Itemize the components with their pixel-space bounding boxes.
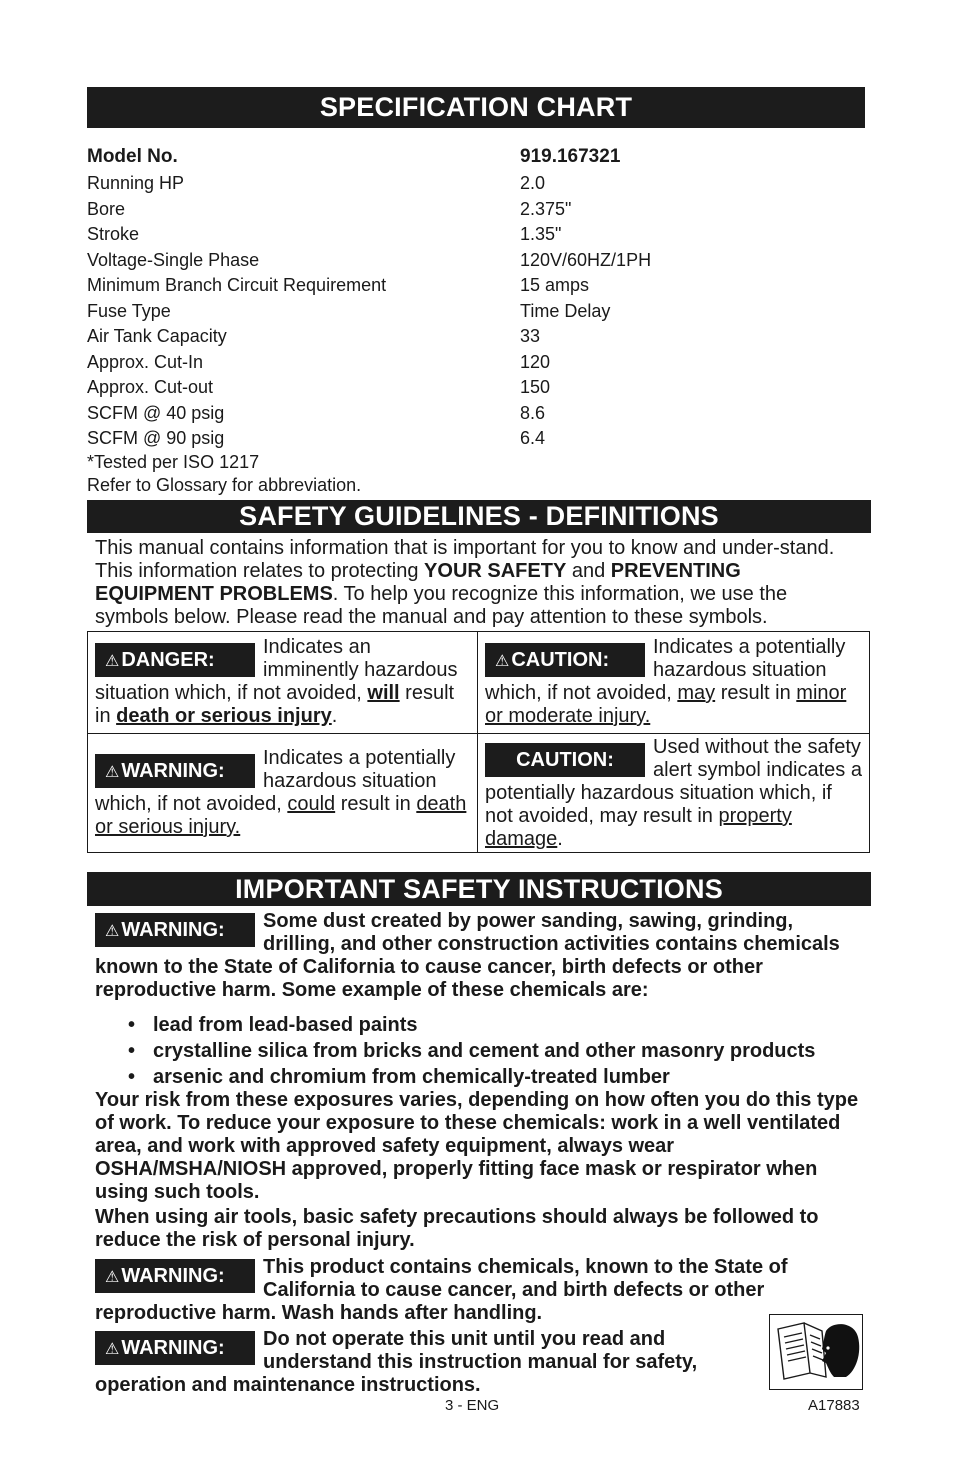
spec-label: Approx. Cut-In [87, 351, 204, 372]
exposure-paragraph: Your risk from these exposures varies, depending on how often you do this type of work. To reduce your exposure to these chemicals: work in a well ventilated area, and work with approved safety equipment, always wear OSHA/MSHA/NIOSH approved, properly fitting face mask or respirator when using such tools. [95, 1089, 859, 1203]
spec-value: 120V/60HZ/1PH [520, 249, 652, 270]
alert-triangle-icon: ⚠ [105, 923, 120, 940]
spec-value: 15 amps [520, 275, 590, 295]
spec-row [87, 375, 787, 401]
spec-row [87, 273, 787, 299]
spec-table [87, 143, 787, 452]
spec-row [87, 324, 787, 350]
air-tools-paragraph: When using air tools, basic safety precautions should always be followed to reduce the risk of personal injury. [95, 1206, 819, 1251]
danger-definition: ⚠ DANGER: Indicates an imminently hazardous situation which, if not avoided, will result in death or serious injury. [95, 636, 458, 727]
warning-signal: ⚠ WARNING: [95, 1259, 255, 1293]
spec-value: 6.4 [520, 428, 546, 448]
alert-triangle-icon: ⚠ [105, 1269, 120, 1286]
spec-label: Fuse Type [87, 300, 171, 321]
list-item: • crystalline silica from bricks and cement and other masonry products [128, 1040, 816, 1062]
spec-row [87, 299, 787, 325]
caution-plain-definition: CAUTION: Used without the safety alert symbol indicates a potentially hazardous situation which, if not avoided, may result in property damage. [485, 736, 862, 850]
prop65-dust-warning: ⚠ WARNING: Some dust created by power sanding, sawing, grinding, drilling, and other construction activities contains chemicals known to the State of California to cause cancer, birth defects or other reproductive harm. Some example of these chemicals are: [95, 910, 840, 1001]
spec-value: 33 [520, 326, 541, 346]
intro-text: This manual contains information that is important for you to know and under-stand. This information relates to protecting [95, 537, 835, 582]
alert-triangle-icon: ⚠ [495, 653, 510, 670]
spec-label: Air Tank Capacity [87, 326, 227, 346]
warning-signal: ⚠ WARNING: [95, 913, 255, 947]
spec-label: SCFM @ 90 psig [87, 428, 225, 448]
warning-signal: ⚠ WARNING: [95, 754, 255, 788]
spec-model-row [87, 143, 787, 171]
alert-triangle-icon: ⚠ [105, 764, 120, 781]
spec-label: Approx. Cut-out [87, 377, 214, 397]
list-item: • lead from lead-based paints [128, 1014, 418, 1036]
spec-value: 1.35" [520, 224, 562, 244]
intro-text: . To help you recognize this information, we use the symbols below. Please read the manual and pay attention to these symbols. [95, 583, 788, 628]
spec-row [87, 426, 787, 452]
spec-label: Voltage-Single Phase [87, 249, 260, 270]
spec-value: 919.167321 [520, 146, 621, 167]
spec-value: 8.6 [520, 402, 546, 423]
important-safety-header: IMPORTANT SAFETY INSTRUCTIONS [87, 872, 871, 906]
table-divider [477, 632, 478, 852]
prop65-product-warning: ⚠ WARNING: This product contains chemicals, known to the State of California to cause cancer, and birth defects or other reproductive harm. Wash hands after handling. [95, 1256, 788, 1324]
document-code: A17883 [808, 1397, 860, 1414]
iso-note: *Tested per ISO 1217 [87, 452, 260, 472]
spec-value: 150 [520, 377, 551, 397]
signal-word-table [87, 631, 870, 853]
spec-label: Stroke [87, 224, 140, 244]
spec-label: Bore [87, 198, 126, 219]
spec-label: Running HP [87, 173, 185, 193]
list-item: • arsenic and chromium from chemically-treated lumber [128, 1066, 670, 1088]
spec-notes [87, 451, 361, 497]
read-manual-icon [769, 1314, 863, 1390]
spec-value: 2.0 [520, 173, 546, 193]
spec-row [87, 248, 787, 274]
intro-bold: PREVENTING EQUIPMENT PROBLEMS [95, 560, 741, 605]
caution-definition: ⚠ CAUTION: Indicates a potentially hazardous situation which, if not avoided, may result in minor or moderate injury. [485, 636, 847, 727]
caution-signal: ⚠ CAUTION: [485, 643, 645, 677]
spec-row [87, 350, 787, 376]
spec-label: Minimum Branch Circuit Requirement [87, 275, 387, 295]
spec-label: SCFM @ 40 psig [87, 402, 225, 423]
spec-row [87, 197, 787, 223]
table-divider [88, 733, 869, 734]
spec-value: 120 [520, 351, 551, 372]
caution-plain-signal: CAUTION: [485, 743, 645, 777]
glossary-note: Refer to Glossary for abbreviation. [87, 475, 362, 495]
alert-triangle-icon: ⚠ [105, 1341, 120, 1358]
spec-label: Model No. [87, 146, 178, 167]
spec-row [87, 401, 787, 427]
chemical-list [128, 1012, 815, 1090]
danger-signal: ⚠ DANGER: [95, 643, 255, 677]
spec-value: Time Delay [520, 300, 611, 321]
intro-paragraph [95, 537, 865, 629]
warning-signal: ⚠ WARNING: [95, 1331, 255, 1365]
warning-definition: ⚠ WARNING: Indicates a potentially hazardous situation which, if not avoided, could result in death or serious injury. [95, 747, 467, 838]
intro-text: and [566, 560, 611, 582]
read-manual-warning: ⚠ WARNING: Do not operate this unit until you read and understand this instruction manual for safety, operation and maintenance instructions. [95, 1328, 698, 1396]
intro-bold: YOUR SAFETY [424, 560, 567, 582]
spec-value: 2.375" [520, 198, 572, 219]
spec-row [87, 222, 787, 248]
spec-row [87, 171, 787, 197]
safety-definitions-header: SAFETY GUIDELINES - DEFINITIONS [87, 500, 871, 533]
spec-chart-header: SPECIFICATION CHART [87, 87, 865, 128]
page-number: 3 - ENG [445, 1397, 500, 1414]
alert-triangle-icon: ⚠ [105, 653, 120, 670]
